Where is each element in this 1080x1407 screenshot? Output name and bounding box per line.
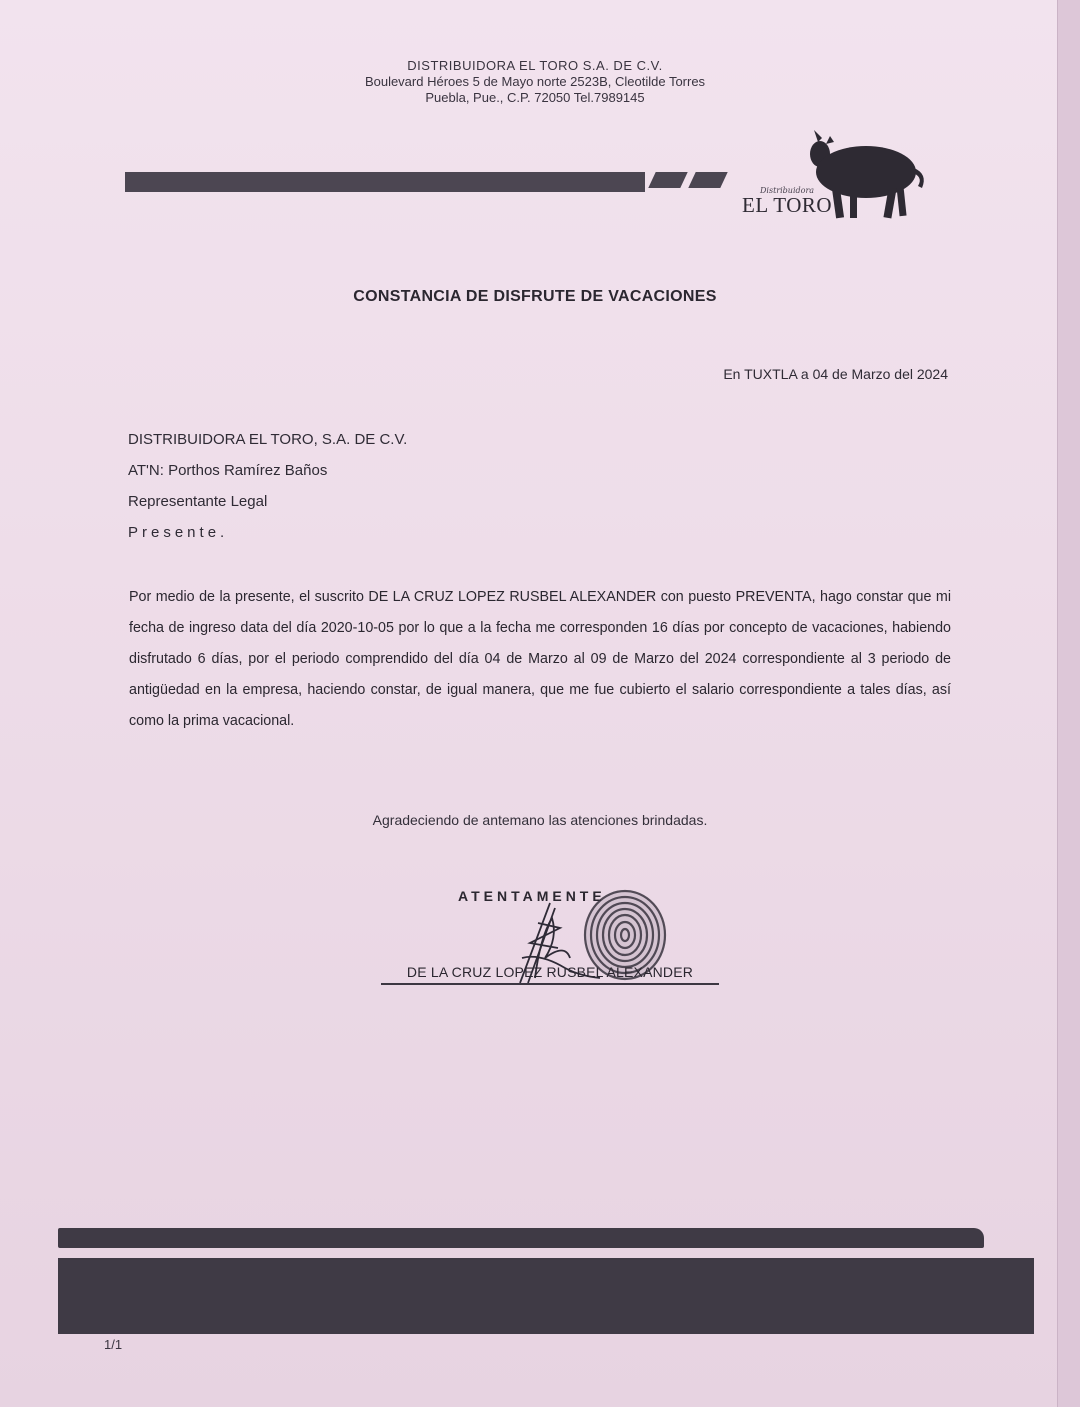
letterhead-company: DISTRIBUIDORA EL TORO S.A. DE C.V. [407, 58, 663, 73]
logo-tagline: Distribuidora [760, 186, 815, 195]
letterhead-address-line2: Puebla, Pue., C.P. 72050 Tel.7989145 [425, 90, 645, 105]
footer-bar-thick [58, 1258, 1034, 1334]
addressee-company: DISTRIBUIDORA EL TORO, S.A. DE C.V. [128, 431, 408, 448]
addressee-attention: AT'N: Porthos Ramírez Baños [128, 462, 328, 479]
letterhead-address-line1: Boulevard Héroes 5 de Mayo norte 2523B, Cleotilde Torres [364, 74, 706, 89]
atentamente-label: ATENTAMENTE [458, 888, 606, 904]
letterhead [300, 58, 770, 106]
page-number: 1/1 [104, 1337, 123, 1352]
header-bar-slash [688, 172, 727, 188]
date-line: En TUXTLA a 04 de Marzo del 2024 [723, 366, 948, 382]
addressee-presente: Presente. [128, 524, 229, 541]
closing-line: Agradeciendo de antemano las atenciones brindadas. [372, 812, 708, 828]
addressee-block [128, 424, 407, 548]
footer-bar-thin [58, 1228, 984, 1248]
header-bar-slash [648, 172, 687, 188]
signer-name: DE LA CRUZ LOPEZ RUSBEL ALEXANDER [381, 964, 719, 985]
page-edge [1058, 0, 1080, 1407]
document-title: CONSTANCIA DE DISFRUTE DE VACACIONES [353, 288, 717, 305]
header-bar [125, 172, 645, 192]
body-paragraph: Por medio de la presente, el suscrito DE LA CRUZ LOPEZ RUSBEL ALEXANDER con puesto PREVENTA, hago constar que mi fecha de ingreso data del día 2020-10-05 por lo que a la fecha me corresponden 16 días por concepto de vacaciones, habiendo disfrutado 6 días, por el periodo comprendido del día 04 de Marzo al 09 de Marzo del 2024 correspondiente al 3 periodo de antigüedad en la empresa, haciendo constar, de igual manera, que me fue cubierto el salario correspondiente a tales días, así como la prima vacacional. [129, 589, 951, 729]
addressee-role: Representante Legal [128, 493, 268, 510]
logo-name: EL TORO [742, 193, 833, 217]
